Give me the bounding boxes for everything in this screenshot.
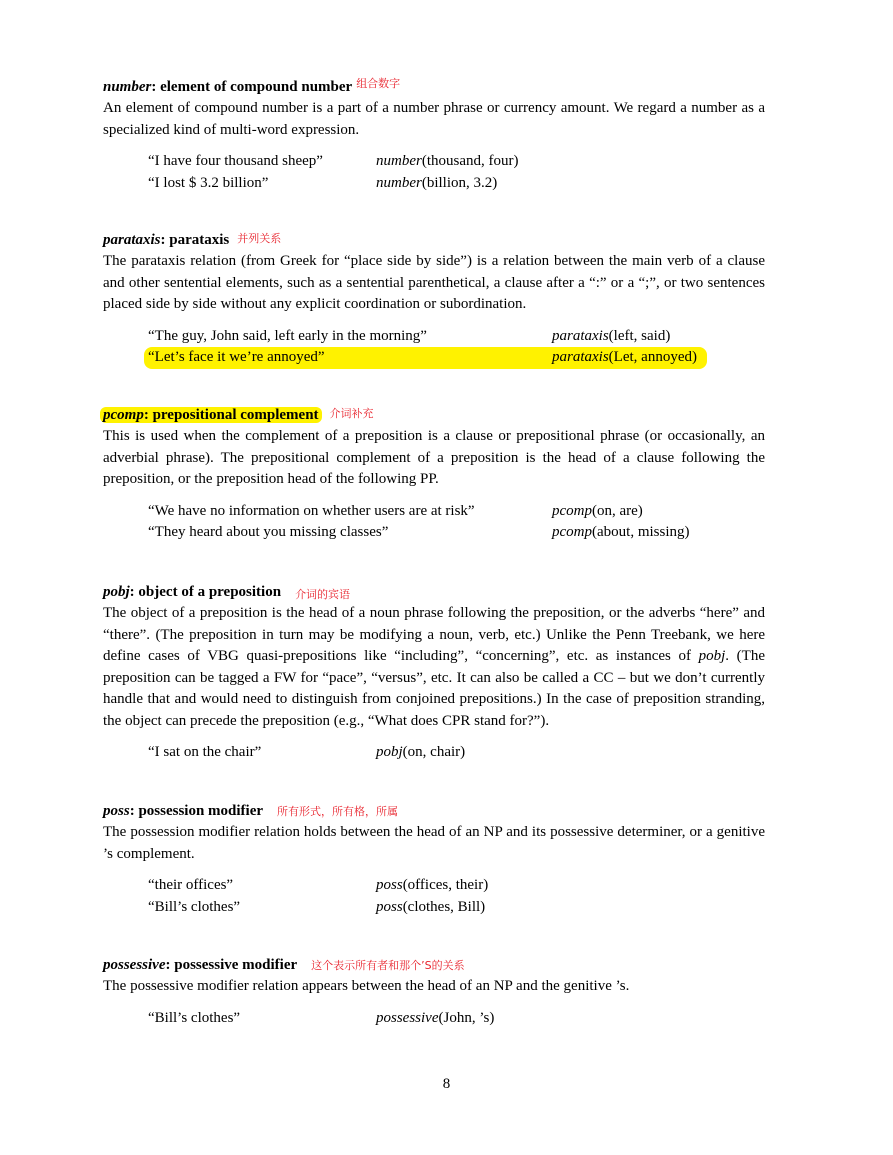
annotation-note: 并列关系 bbox=[237, 232, 282, 245]
examples-list bbox=[148, 501, 765, 544]
relation-title: prepositional complement bbox=[152, 407, 319, 423]
examples-list bbox=[148, 326, 765, 369]
section-parataxis bbox=[103, 230, 765, 369]
examples-list bbox=[148, 151, 765, 194]
section-description: An element of compound number is a part of a number phrase or currency amount. We regard a number as a specialized kind of multi-word expression. bbox=[103, 100, 765, 138]
example-sentence: “I sat on the chair” bbox=[148, 744, 262, 760]
example-sentence: “Bill’s clothes” bbox=[148, 1009, 241, 1026]
relation-name: pobj bbox=[103, 584, 130, 600]
section-heading: pobj: object of a preposition 介词的宾语 bbox=[103, 584, 351, 601]
examples-list bbox=[148, 1008, 765, 1030]
section-heading bbox=[103, 405, 765, 426]
annotation-note: 这个表示所有者和那个’S的关系 bbox=[311, 959, 465, 972]
example-dependency: poss(clothes, Bill) bbox=[376, 898, 486, 915]
highlighted-heading: pcomp: prepositional complement bbox=[100, 407, 322, 423]
relation-title: possession modifier bbox=[138, 803, 264, 819]
page-number: 8 bbox=[442, 1076, 451, 1092]
relation-title: element of compound number bbox=[160, 79, 353, 95]
section-heading: parataxis: parataxis 并列关系 bbox=[103, 232, 282, 248]
example-row bbox=[148, 326, 765, 348]
relation-title: object of a preposition bbox=[138, 584, 282, 600]
example-row bbox=[148, 151, 765, 173]
section-description: The possession modifier relation holds between the head of an NP and its possessive determiner, or a genitive ’s complement. bbox=[103, 824, 765, 862]
example-sentence: “Let’s face it we’re annoyed” bbox=[148, 349, 325, 365]
annotation-note: 所有形式，所有格，所属 bbox=[277, 805, 399, 818]
examples-list bbox=[148, 875, 765, 918]
example-dependency: parataxis(Let, annoyed) bbox=[552, 349, 697, 365]
examples-list bbox=[148, 742, 765, 764]
example-dependency: pobj(on, chair) bbox=[376, 744, 466, 760]
section-description: This is used when the complement of a preposition is a clause or prepositional phrase (or occasionally, an adverbial phrase). The prepositional complement of a preposition is the head of a clause following the preposition, or the preposition head of the following PP. bbox=[103, 428, 765, 487]
section-pcomp bbox=[103, 405, 765, 544]
section-description: The parataxis relation (from Greek for “place side by side”) is a relation between the main verb of a clause and other sentential elements, such as a sentential parenthetical, a clause after a “:” or a “;”, or two sentences placed side by side without any explicit coordination or subordination. bbox=[103, 253, 765, 312]
relation-name: poss bbox=[103, 803, 130, 819]
section-heading: poss: possession modifier 所有形式，所有格，所属 bbox=[103, 803, 399, 819]
section-heading: number: element of compound number $^{组合数字}$ bbox=[103, 77, 401, 95]
relation-name: parataxis bbox=[103, 232, 161, 248]
example-sentence: “I have four thousand sheep” bbox=[148, 153, 323, 169]
example-dependency: parataxis(left, said) bbox=[552, 327, 671, 344]
example-dependency: number(billion, 3.2) bbox=[376, 174, 498, 191]
example-row bbox=[148, 897, 765, 919]
section-description: The object of a preposition is the head of a noun phrase following the preposition, or the adverbs “here” and “there”. (The preposition in turn may be modifying a noun, verb, etc.) Unlike the Penn Treebank, we here define cases of VBG quasi-prepositions like “including”, “concerning”, etc. as instances of pobj. (The preposition can be tagged a FW for “pace”, “versus”, etc. It can also be called a CC – but we don’t currently handle that and would need to distinguish from conjoined prepositions.) In the case of preposition stranding, the object can precede the preposition (e.g., “What does CPR stand for?”). bbox=[103, 605, 765, 729]
relation-name: number bbox=[103, 79, 152, 95]
example-dependency: possessive(John, ’s) bbox=[376, 1009, 495, 1026]
annotation-note: 介词补充 bbox=[329, 407, 374, 420]
relation-name: possessive bbox=[103, 957, 166, 973]
example-row bbox=[148, 522, 765, 544]
section-pobj bbox=[103, 582, 765, 764]
example-sentence: “I lost $ 3.2 billion” bbox=[148, 174, 269, 191]
example-dependency: pcomp(about, missing) bbox=[552, 524, 690, 540]
example-sentence: “The guy, John said, left early in the morning” bbox=[148, 327, 427, 344]
section-description: The possessive modifier relation appears between the head of an NP and the genitive ’s. bbox=[103, 978, 630, 994]
example-sentence: “their offices” bbox=[148, 877, 234, 893]
example-row bbox=[148, 1008, 765, 1030]
example-row bbox=[148, 875, 765, 897]
section-heading: possessive: possessive modifier 这个表示所有者和那个’S的关系 bbox=[103, 957, 465, 973]
relation-title: parataxis bbox=[169, 232, 230, 248]
example-row bbox=[148, 501, 765, 523]
section-poss bbox=[103, 801, 765, 918]
section-number bbox=[103, 77, 765, 194]
annotation-note: 组合数字 bbox=[356, 77, 401, 90]
section-possessive bbox=[103, 955, 765, 1029]
example-sentence: “Bill’s clothes” bbox=[148, 898, 241, 915]
example-dependency: poss(offices, their) bbox=[376, 877, 489, 893]
annotation-note: 介词的宾语 bbox=[295, 588, 351, 601]
example-dependency: number(thousand, four) bbox=[376, 153, 519, 169]
example-dependency: pcomp(on, are) bbox=[552, 502, 643, 519]
highlighted-example-row bbox=[144, 347, 707, 369]
relation-name: pcomp bbox=[103, 407, 144, 423]
example-row bbox=[148, 173, 765, 195]
example-row bbox=[148, 742, 765, 764]
example-sentence: “We have no information on whether users are at risk” bbox=[148, 502, 475, 519]
relation-title: possessive modifier bbox=[174, 957, 298, 973]
example-sentence: “They heard about you missing classes” bbox=[148, 524, 389, 540]
